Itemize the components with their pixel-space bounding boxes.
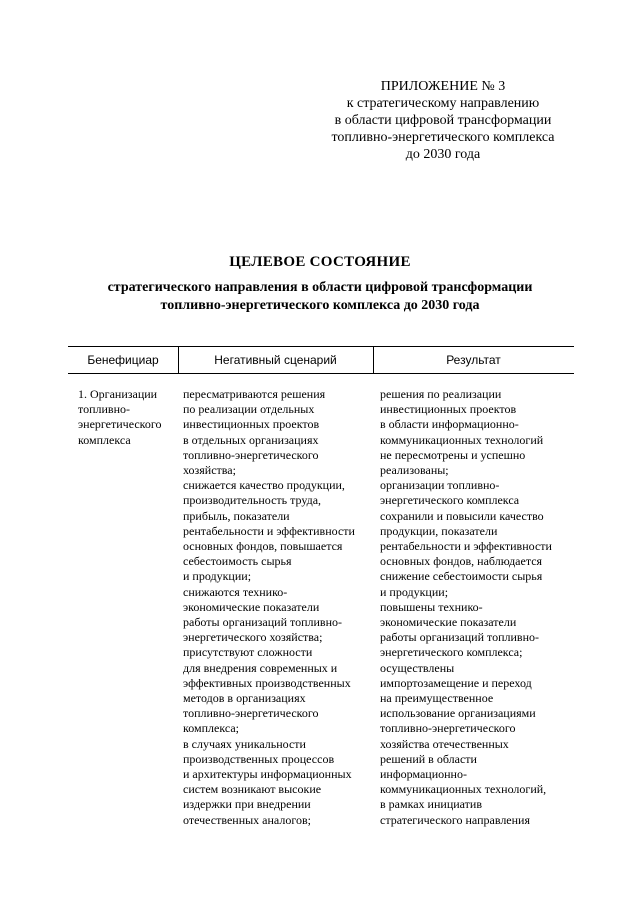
cell-line: реализованы; xyxy=(380,463,449,478)
cell-line: эффективных производственных xyxy=(183,675,351,690)
cell-line: себестоимость сырья xyxy=(183,554,292,569)
cell-line: сохранили и повысили качество xyxy=(380,508,544,523)
cell-line: коммуникационных технологий xyxy=(380,432,544,447)
cell-line: методов в организациях xyxy=(183,691,306,706)
cell-line: не пересмотрены и успешно xyxy=(380,447,526,462)
cell-line: топливно-энергетического xyxy=(183,706,319,721)
cell-line: решений в области xyxy=(380,751,477,766)
cell-line: энергетического комплекса xyxy=(380,493,520,508)
cell-line: коммуникационных технологий, xyxy=(380,782,547,797)
cell-line: производительность труда, xyxy=(183,493,322,508)
cell-line: рентабельности и эффективности xyxy=(183,523,355,538)
cell-line: и продукции; xyxy=(183,569,252,584)
cell-line: топливно-энергетического xyxy=(183,447,319,462)
subtitle-line: стратегического направления в области цифровой трансформации xyxy=(107,280,533,295)
appendix-line: в области цифровой трансформации xyxy=(334,113,552,128)
cell-result xyxy=(380,387,572,828)
cell-line: для внедрения современных и xyxy=(183,660,338,675)
cell-line: основных фондов, повышается xyxy=(183,539,343,554)
cell-line: повышены технико- xyxy=(380,599,483,614)
cell-line: рентабельности и эффективности xyxy=(380,539,552,554)
cell-line: пересматриваются решения xyxy=(183,387,326,401)
cell-line: организации топливно- xyxy=(380,478,500,493)
cell-line: инвестиционных проектов xyxy=(183,417,320,432)
appendix-line: ПРИЛОЖЕНИЕ № 3 xyxy=(380,79,506,94)
cell-line: в рамках инициатив xyxy=(380,797,483,812)
cell-line: работы организаций топливно- xyxy=(183,615,343,630)
cell-line: в отдельных организациях xyxy=(183,432,319,447)
cell-line: решения по реализации xyxy=(380,387,502,401)
cell-line: отечественных аналогов; xyxy=(183,812,311,827)
cell-line: и продукции; xyxy=(380,584,449,599)
cell-beneficiary xyxy=(78,387,176,448)
cell-line: хозяйства отечественных xyxy=(380,736,509,751)
cell-line: и архитектуры информационных xyxy=(183,767,352,782)
cell-line: использование организациями xyxy=(380,706,536,721)
cell-line: энергетического xyxy=(78,417,162,432)
appendix-heading xyxy=(318,78,568,163)
cell-negative-scenario xyxy=(183,387,371,828)
cell-line: в области информационно- xyxy=(380,417,519,432)
cell-line: стратегического направления xyxy=(380,812,530,827)
cell-line: экономические показатели xyxy=(183,599,320,614)
cell-line: топливно-энергетического xyxy=(380,721,516,736)
appendix-line: к стратегическому направлению xyxy=(346,96,540,111)
appendix-line: топливно-энергетического комплекса xyxy=(331,130,555,145)
cell-line: хозяйства; xyxy=(183,463,236,478)
cell-line: основных фондов, наблюдается xyxy=(380,554,543,569)
cell-line: снижается качество продукции, xyxy=(183,478,345,493)
subtitle-line: топливно-энергетического комплекса до 2030 года xyxy=(160,298,480,313)
column-header-result: Результат xyxy=(446,353,501,367)
cell-line: по реализации отдельных xyxy=(183,402,315,417)
document-title: ЦЕЛЕВОЕ СОСТОЯНИЕ xyxy=(229,254,411,270)
cell-line: продукции, показатели xyxy=(380,523,498,538)
cell-line: осуществлены xyxy=(380,660,455,675)
cell-line: 1. Организации xyxy=(78,387,158,401)
cell-line: комплекса; xyxy=(183,721,239,736)
cell-line: в случаях уникальности xyxy=(183,736,306,751)
cell-line: экономические показатели xyxy=(380,615,517,630)
table-header-border xyxy=(68,373,574,374)
cell-line: импортозамещение и переход xyxy=(380,675,532,690)
column-header-beneficiary: Бенефициар xyxy=(87,353,159,367)
cell-line: энергетического комплекса; xyxy=(380,645,523,660)
document-subtitle xyxy=(0,279,640,315)
cell-line: энергетического хозяйства; xyxy=(183,630,323,645)
table-top-border xyxy=(68,346,574,347)
cell-line: прибыль, показатели xyxy=(183,508,290,523)
cell-line: информационно- xyxy=(380,767,467,782)
cell-line: топливно- xyxy=(78,402,131,417)
cell-line: систем возникают высокие xyxy=(183,782,322,797)
cell-line: снижение себестоимости сырья xyxy=(380,569,543,584)
cell-line: производственных процессов xyxy=(183,751,335,766)
cell-line: присутствуют сложности xyxy=(183,645,313,660)
cell-line: снижаются технико- xyxy=(183,584,288,599)
cell-line: издержки при внедрении xyxy=(183,797,311,812)
cell-line: комплекса xyxy=(78,432,131,447)
column-header-negative-scenario: Негативный сценарий xyxy=(214,353,337,367)
cell-line: на преимущественное xyxy=(380,691,494,706)
appendix-line: до 2030 года xyxy=(405,147,481,162)
cell-line: инвестиционных проектов xyxy=(380,402,517,417)
cell-line: работы организаций топливно- xyxy=(380,630,540,645)
